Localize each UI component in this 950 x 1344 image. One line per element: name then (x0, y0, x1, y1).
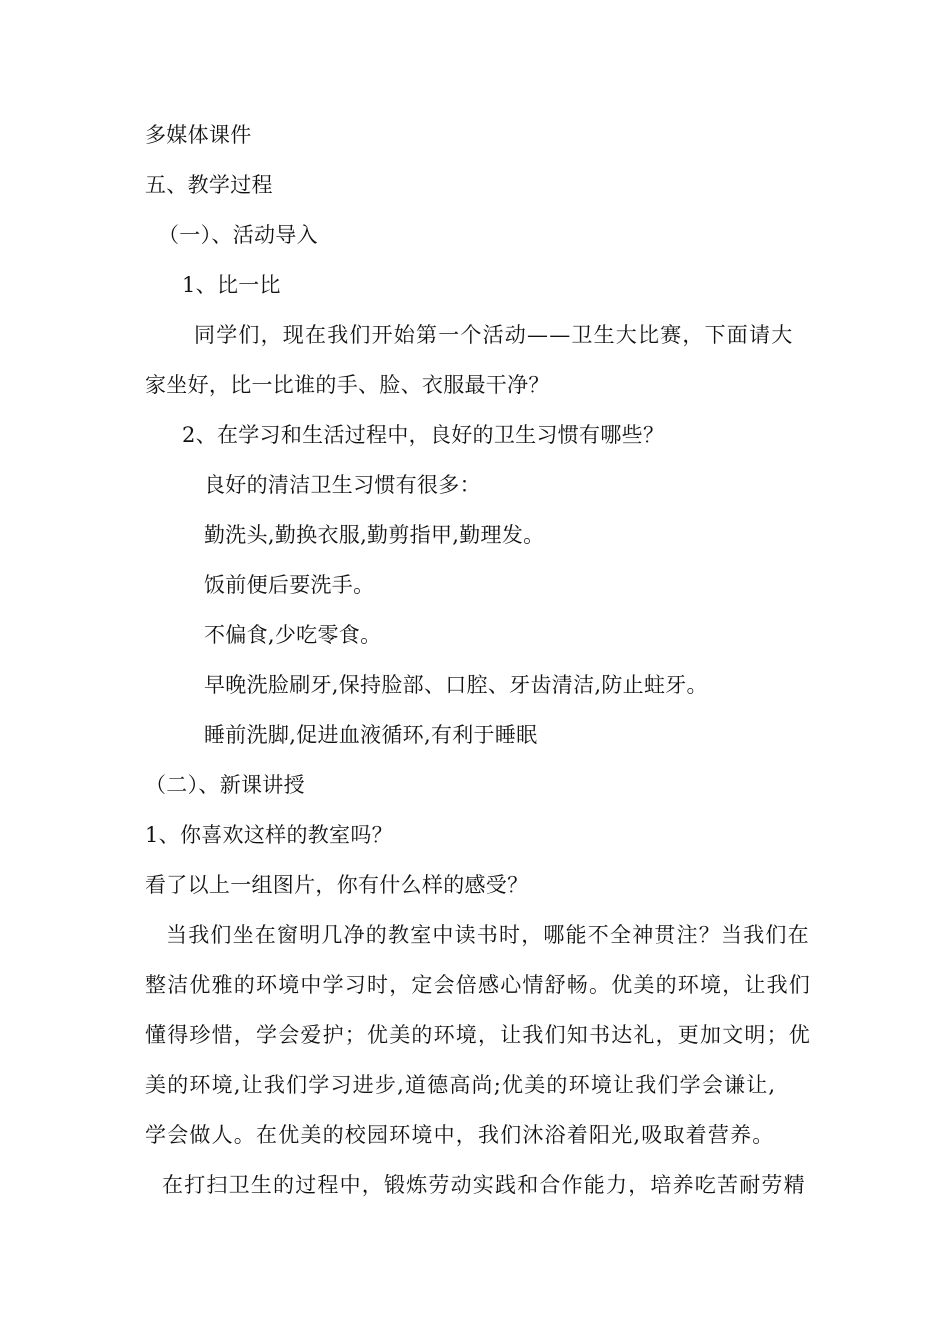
question-line: 看了以上一组图片，你有什么样的感受？ (145, 873, 529, 897)
item-compare: 1、比一比 (182, 273, 281, 297)
paragraph-line: 懂得珍惜，学会爱护；优美的环境，让我们知书达礼，更加文明；优 (145, 1023, 811, 1047)
item-question-habits: 2、在学习和生活过程中，良好的卫生习惯有哪些？ (182, 423, 665, 447)
paragraph-line: 学会做人。在优美的校园环境中，我们沐浴着阳光,吸取着营养。 (145, 1123, 775, 1147)
section-heading-teaching-process: 五、教学过程 (145, 173, 273, 197)
paragraph-line: 美的环境,让我们学习进步,道德高尚;优美的环境让我们学会谦让, (145, 1073, 777, 1097)
habit-item: 饭前便后要洗手。 (204, 573, 375, 597)
paragraph-line: 家坐好，比一比谁的手、脸、衣服最干净？ (145, 373, 550, 397)
paragraph-line: 当我们坐在窗明几净的教室中读书时，哪能不全神贯注？当我们在 (166, 923, 810, 947)
habit-item: 早晚洗脸刷牙,保持脸部、口腔、牙齿清洁,防止蛀牙。 (204, 673, 708, 697)
habit-item: 不偏食,少吃零食。 (204, 623, 382, 647)
paragraph-line: 同学们，现在我们开始第一个活动——卫生大比赛，下面请大 (194, 323, 794, 347)
subheading-activity-intro: （一）、活动导入 (158, 223, 318, 247)
habit-item: 勤洗头,勤换衣服,勤剪指甲,勤理发。 (204, 523, 545, 547)
habit-intro-line: 良好的清洁卫生习惯有很多： (204, 473, 481, 497)
habit-item: 睡前洗脚,促进血液循环,有利于睡眠 (204, 723, 538, 747)
subheading-new-lesson: （二）、新课讲授 (145, 773, 305, 797)
materials-line: 多媒体课件 (145, 123, 252, 147)
item-classroom-question: 1、你喜欢这样的教室吗？ (145, 823, 393, 847)
paragraph-line: 在打扫卫生的过程中，锻炼劳动实践和合作能力，培养吃苦耐劳精 (162, 1173, 806, 1197)
paragraph-line: 整洁优雅的环境中学习时，定会倍感心情舒畅。优美的环境，让我们 (145, 973, 811, 997)
